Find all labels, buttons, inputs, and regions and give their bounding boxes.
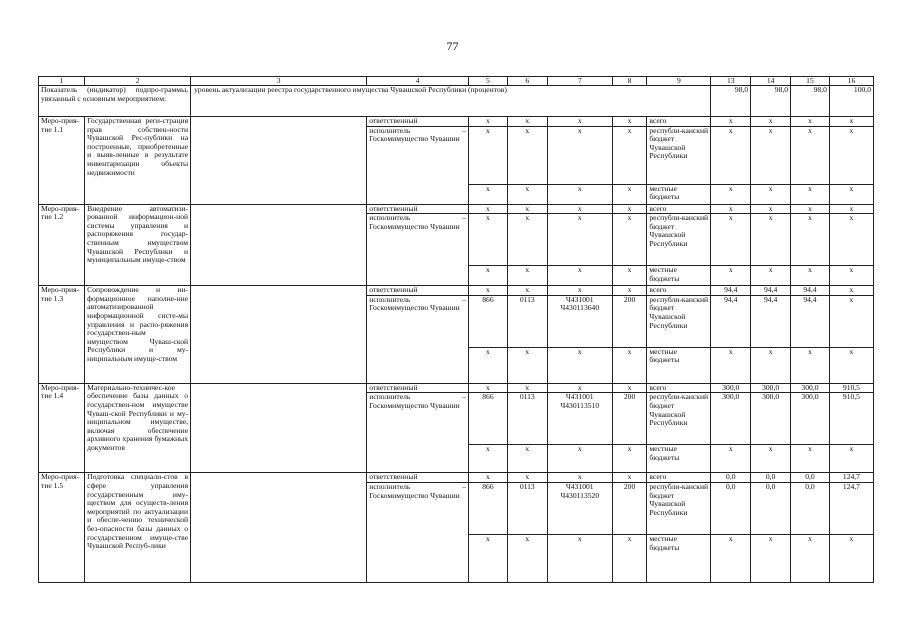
cell-col-9: республи-канский бюджет Чувашской Республики (647, 214, 711, 266)
cell-col-7: х (547, 204, 612, 214)
cell-col-14: х (751, 184, 791, 204)
cell-col-7: х (547, 126, 612, 184)
cell-col-16: х (829, 126, 873, 184)
cell-col-5: х (469, 347, 508, 383)
indicator-value-13: 98,0 (711, 86, 751, 117)
cell-col-14: 300,0 (751, 383, 791, 393)
cell-col-6: 0113 (507, 482, 547, 534)
cell-col-9: местные бюджеты (647, 445, 711, 473)
column-header-2: 2 (85, 77, 191, 86)
cell-col-8: х (612, 214, 647, 266)
cell-col-14: х (751, 445, 791, 473)
responsible-label: ответственный (367, 117, 469, 127)
cell-col-15: х (791, 184, 830, 204)
cell-col-7: х (547, 534, 612, 582)
measure-name: Материально-техничес-кое обеспечение базы данных о государствен-ном имуществе Чуваш-ской Республики и му-ниципальном имуществе, включая обеспечение архивного хранения бумажных документов (85, 383, 191, 473)
cell-col-8: х (612, 534, 647, 582)
cell-col-8: х (612, 286, 647, 296)
column-header-15: 15 (791, 77, 830, 86)
cell-col-8: 200 (612, 393, 647, 445)
cell-col-16: х (829, 445, 873, 473)
cell-col-9: республи-канский бюджет Чувашской Республики (647, 482, 711, 534)
cell-col-6: х (507, 266, 547, 286)
measure-code: Меро-прия-тие 1.4 (39, 383, 85, 473)
cell-col-15: 300,0 (791, 383, 830, 393)
cell-col-5: х (469, 126, 508, 184)
cell-col-9: всего (647, 117, 711, 127)
cell-col-6: 0113 (507, 393, 547, 445)
cell-col-8: 200 (612, 482, 647, 534)
indicator-text: уровень актуализации реестра государственного имущества Чувашской Республики (процентов) (191, 86, 711, 117)
cell-col-5: х (469, 534, 508, 582)
column-header-16: 16 (829, 77, 873, 86)
cell-col-6: х (507, 445, 547, 473)
cell-col-6: х (507, 473, 547, 483)
column-header-13: 13 (711, 77, 751, 86)
table-row (39, 286, 874, 296)
cell-col-15: 300,0 (791, 393, 830, 445)
cell-col-13: х (711, 117, 751, 127)
cell-col-5: 866 (469, 393, 508, 445)
measure-name: Сопровождение и ин-формационное наполне-ние автоматизированной информационной систе-мы управления и распо-ряжения государствен-ным имуществом Чуваш-ской Республики и му-ниципальным имуще-ством (85, 286, 191, 384)
cell-col-9: местные бюджеты (647, 184, 711, 204)
cell-col-13: х (711, 204, 751, 214)
cell-col-8: 200 (612, 295, 647, 347)
column-header-1: 1 (39, 77, 85, 86)
cell-col-15: х (791, 117, 830, 127)
program-table (38, 76, 874, 583)
cell-col-14: х (751, 266, 791, 286)
cell-col-9: всего (647, 204, 711, 214)
responsible-executor: исполнитель – Госкомимущество Чувашии (367, 214, 469, 286)
cell-col-8: х (612, 117, 647, 127)
cell-col-5: х (469, 204, 508, 214)
cell-col-13: х (711, 266, 751, 286)
cell-col-15: х (791, 126, 830, 184)
responsible-executor: исполнитель – Госкомимущество Чувашии (367, 126, 469, 204)
measure-spacer (191, 286, 367, 384)
cell-col-16: х (829, 117, 873, 127)
cell-col-7: Ч431001 Ч430113510 (547, 393, 612, 445)
indicator-value-16: 100,0 (829, 86, 873, 117)
responsible-label: ответственный (367, 383, 469, 393)
cell-col-16: х (829, 214, 873, 266)
cell-col-6: х (507, 126, 547, 184)
cell-col-6: х (507, 286, 547, 296)
cell-col-13: 0,0 (711, 473, 751, 483)
responsible-executor: исполнитель – Госкомимущество Чувашии (367, 393, 469, 473)
table-body (39, 77, 874, 583)
cell-col-15: 94,4 (791, 286, 830, 296)
indicator-value-14: 98,0 (751, 86, 791, 117)
cell-col-16: х (829, 295, 873, 347)
cell-col-9: республи-канский бюджет Чувашской Республики (647, 393, 711, 445)
cell-col-16: 910,5 (829, 393, 873, 445)
cell-col-15: 94,4 (791, 295, 830, 347)
cell-col-16: х (829, 266, 873, 286)
cell-col-6: х (507, 534, 547, 582)
cell-col-15: 0,0 (791, 473, 830, 483)
column-header-4: 4 (367, 77, 469, 86)
cell-col-8: х (612, 126, 647, 184)
cell-col-5: 866 (469, 482, 508, 534)
cell-col-14: х (751, 117, 791, 127)
cell-col-13: 94,4 (711, 295, 751, 347)
cell-col-13: х (711, 214, 751, 266)
cell-col-16: х (829, 347, 873, 383)
cell-col-6: х (507, 117, 547, 127)
measure-name: Государственная реги-страция прав собствен-ности Чувашской Рес-публики на построенные, приобретенные и выяв-ленные в результате инвентаризации объекты недвижимости (85, 117, 191, 205)
cell-col-9: всего (647, 473, 711, 483)
cell-col-7: х (547, 266, 612, 286)
measure-spacer (191, 204, 367, 286)
cell-col-14: х (751, 204, 791, 214)
cell-col-16: х (829, 286, 873, 296)
cell-col-9: республи-канский бюджет Чувашской Республики (647, 295, 711, 347)
cell-col-15: х (791, 266, 830, 286)
measure-spacer (191, 117, 367, 205)
cell-col-8: х (612, 383, 647, 393)
cell-col-13: х (711, 184, 751, 204)
cell-col-9: местные бюджеты (647, 534, 711, 582)
measure-spacer (191, 383, 367, 473)
cell-col-13: х (711, 445, 751, 473)
cell-col-7: х (547, 286, 612, 296)
cell-col-8: х (612, 473, 647, 483)
cell-col-13: х (711, 347, 751, 383)
cell-col-8: х (612, 184, 647, 204)
column-header-8: 8 (612, 77, 647, 86)
cell-col-13: 300,0 (711, 383, 751, 393)
cell-col-5: х (469, 473, 508, 483)
cell-col-15: х (791, 214, 830, 266)
measure-code: Меро-прия-тие 1.5 (39, 473, 85, 583)
cell-col-7: Ч431001 Ч430113640 (547, 295, 612, 347)
cell-col-14: х (751, 214, 791, 266)
cell-col-16: х (829, 184, 873, 204)
cell-col-13: х (711, 126, 751, 184)
cell-col-16: 910,5 (829, 383, 873, 393)
cell-col-8: х (612, 266, 647, 286)
measure-code: Меро-прия-тие 1.1 (39, 117, 85, 205)
cell-col-5: х (469, 214, 508, 266)
indicator-value-15: 98,0 (791, 86, 830, 117)
cell-col-7: Ч431001 Ч430113520 (547, 482, 612, 534)
cell-col-16: х (829, 534, 873, 582)
cell-col-8: х (612, 445, 647, 473)
responsible-label: ответственный (367, 473, 469, 483)
cell-col-13: 94,4 (711, 286, 751, 296)
cell-col-8: х (612, 204, 647, 214)
cell-col-9: местные бюджеты (647, 347, 711, 383)
table-row (39, 204, 874, 214)
responsible-executor: исполнитель – Госкомимущество Чувашии (367, 295, 469, 383)
column-header-9: 9 (647, 77, 711, 86)
measure-name: Внедрение автоматизи-рованной информацион-ной системы управления и распоряжения государ-ственным имуществом Чувашской Республики и муниципальным имуще-ством (85, 204, 191, 286)
responsible-label: ответственный (367, 204, 469, 214)
cell-col-7: х (547, 117, 612, 127)
cell-col-7: х (547, 383, 612, 393)
column-header-14: 14 (751, 77, 791, 86)
page-number: 77 (446, 39, 459, 53)
cell-col-14: х (751, 126, 791, 184)
cell-col-5: х (469, 266, 508, 286)
cell-col-9: местные бюджеты (647, 266, 711, 286)
measure-name: Подготовка специали-стов в сфере управления государственным иму-ществом для осуществ-ления мероприятий по актуализации и обеспе-чению технической без-опасности базы данных о государственном имуще-стве Чувашской Респуб-лики (85, 473, 191, 583)
cell-col-13: 300,0 (711, 393, 751, 445)
column-header-7: 7 (547, 77, 612, 86)
cell-col-14: х (751, 347, 791, 383)
cell-col-15: 0,0 (791, 482, 830, 534)
measure-code: Меро-прия-тие 1.3 (39, 286, 85, 384)
table-row (39, 383, 874, 393)
column-header-6: 6 (507, 77, 547, 86)
cell-col-14: 0,0 (751, 473, 791, 483)
cell-col-6: х (507, 184, 547, 204)
cell-col-7: х (547, 184, 612, 204)
indicator-label: Показатель (индикатор) подпро-граммы, увязанный с основным мероприятием: (39, 86, 191, 117)
cell-col-14: 300,0 (751, 393, 791, 445)
cell-col-6: 0113 (507, 295, 547, 347)
responsible-executor: исполнитель – Госкомимущество Чувашии (367, 482, 469, 582)
cell-col-15: х (791, 347, 830, 383)
cell-col-14: 94,4 (751, 286, 791, 296)
cell-col-14: 94,4 (751, 295, 791, 347)
cell-col-15: х (791, 204, 830, 214)
cell-col-16: 124,7 (829, 482, 873, 534)
cell-col-7: х (547, 347, 612, 383)
cell-col-6: х (507, 214, 547, 266)
cell-col-7: х (547, 473, 612, 483)
cell-col-5: х (469, 117, 508, 127)
cell-col-15: х (791, 445, 830, 473)
cell-col-13: х (711, 534, 751, 582)
cell-col-13: 0,0 (711, 482, 751, 534)
cell-col-6: х (507, 204, 547, 214)
cell-col-6: х (507, 347, 547, 383)
cell-col-14: 0,0 (751, 482, 791, 534)
cell-col-5: х (469, 383, 508, 393)
cell-col-7: х (547, 214, 612, 266)
cell-col-14: х (751, 534, 791, 582)
table-row (39, 473, 874, 483)
measure-spacer (191, 473, 367, 583)
cell-col-9: республи-канский бюджет Чувашской Республики (647, 126, 711, 184)
cell-col-5: х (469, 286, 508, 296)
cell-col-5: 866 (469, 295, 508, 347)
cell-col-9: всего (647, 383, 711, 393)
cell-col-7: х (547, 445, 612, 473)
cell-col-15: х (791, 534, 830, 582)
cell-col-5: х (469, 445, 508, 473)
cell-col-16: 124,7 (829, 473, 873, 483)
column-header-3: 3 (191, 77, 367, 86)
cell-col-6: х (507, 383, 547, 393)
measure-code: Меро-прия-тие 1.2 (39, 204, 85, 286)
indicator-row (39, 86, 874, 117)
cell-col-8: х (612, 347, 647, 383)
cell-col-5: х (469, 184, 508, 204)
cell-col-9: всего (647, 286, 711, 296)
cell-col-16: х (829, 204, 873, 214)
header-row (39, 77, 874, 86)
column-header-5: 5 (469, 77, 508, 86)
responsible-label: ответственный (367, 286, 469, 296)
table-row (39, 117, 874, 127)
